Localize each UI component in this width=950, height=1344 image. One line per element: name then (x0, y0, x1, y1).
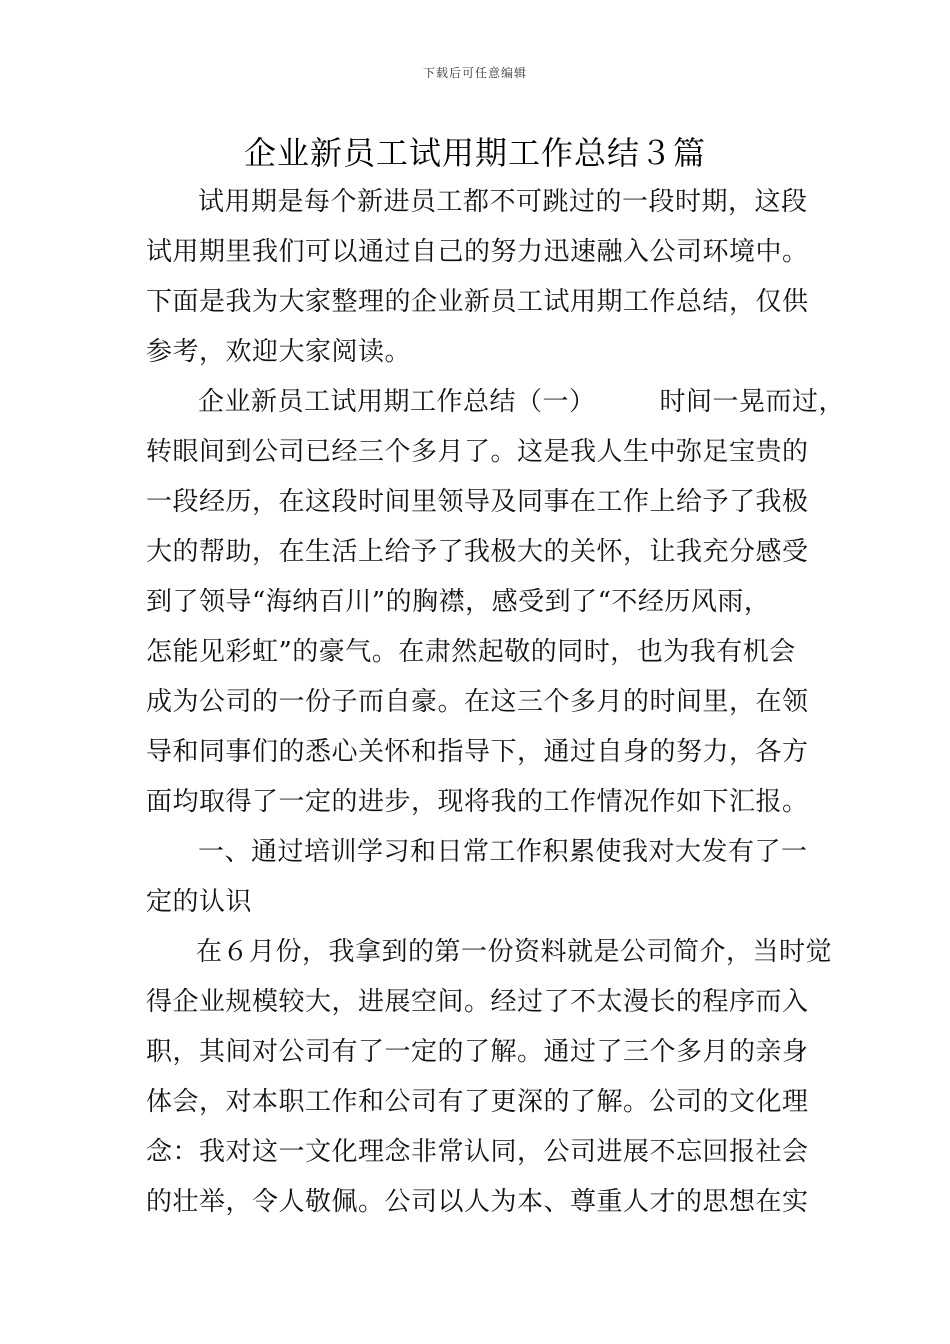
paragraph-line: 的壮举，令人敬佩。公司以人为本、尊重人才的思想在实 (146, 1187, 809, 1217)
paragraph-line: 得企业规模较大，进展空间。经过了不太漫长的程序而入 (146, 987, 809, 1017)
subsection-heading-line: 一、通过培训学习和日常工作积累使我对大发有了一 (198, 837, 808, 867)
paragraph-line: 试用期是每个新进员工都不可跳过的一段时期，这段 (198, 187, 808, 217)
paragraph-line: 体会，对本职工作和公司有了更深的了解。公司的文化理 (146, 1087, 809, 1117)
paragraph-start: 时间一晃而过， (659, 387, 846, 417)
paragraph-line: 职，其间对公司有了一定的了解。通过了三个多月的亲身 (146, 1037, 809, 1067)
header-note: 下载后可任意编辑 (422, 66, 527, 80)
paragraph-line: 大的帮助，在生活上给予了我极大的关怀，让我充分感受 (146, 537, 809, 567)
section-heading-line (198, 386, 845, 418)
paragraph-line: 试用期里我们可以通过自己的努力迅速融入公司环境中。 (146, 237, 809, 267)
paragraph-line: 下面是我为大家整理的企业新员工试用期工作总结，仅供 (146, 287, 809, 317)
subsection-heading-line: 定的认识 (146, 887, 253, 917)
paragraph-line: 导和同事们的悉心关怀和指导下，通过自身的努力，各方 (146, 737, 809, 767)
section-heading: 企业新员工试用期工作总结（一） (198, 387, 596, 417)
paragraph-line: 转眼间到公司已经三个多月了。这是我人生中弥足宝贵的 (146, 437, 809, 467)
paragraph-line: 一段经历，在这段时间里领导及同事在工作上给予了我极 (146, 487, 809, 517)
paragraph-line: 在６月份，我拿到的第一份资料就是公司简介，当时觉 (196, 937, 833, 967)
document-title: 企业新员工试用期工作总结３篇 (243, 134, 706, 172)
paragraph-line: 念：我对这一文化理念非常认同，公司进展不忘回报社会 (146, 1137, 809, 1167)
paragraph-line: 成为公司的一份子而自豪。在这三个多月的时间里，在领 (146, 687, 809, 717)
paragraph-line: 到了领导“海纳百川”的胸襟，感受到了“不经历风雨， (146, 587, 771, 617)
paragraph-line: 面均取得了一定的进步，现将我的工作情况作如下汇报。 (146, 787, 809, 817)
paragraph-line: 怎能见彩虹”的豪气。在肃然起敬的同时，也为我有机会 (146, 637, 796, 667)
paragraph-line: 参考，欢迎大家阅读。 (146, 337, 412, 367)
